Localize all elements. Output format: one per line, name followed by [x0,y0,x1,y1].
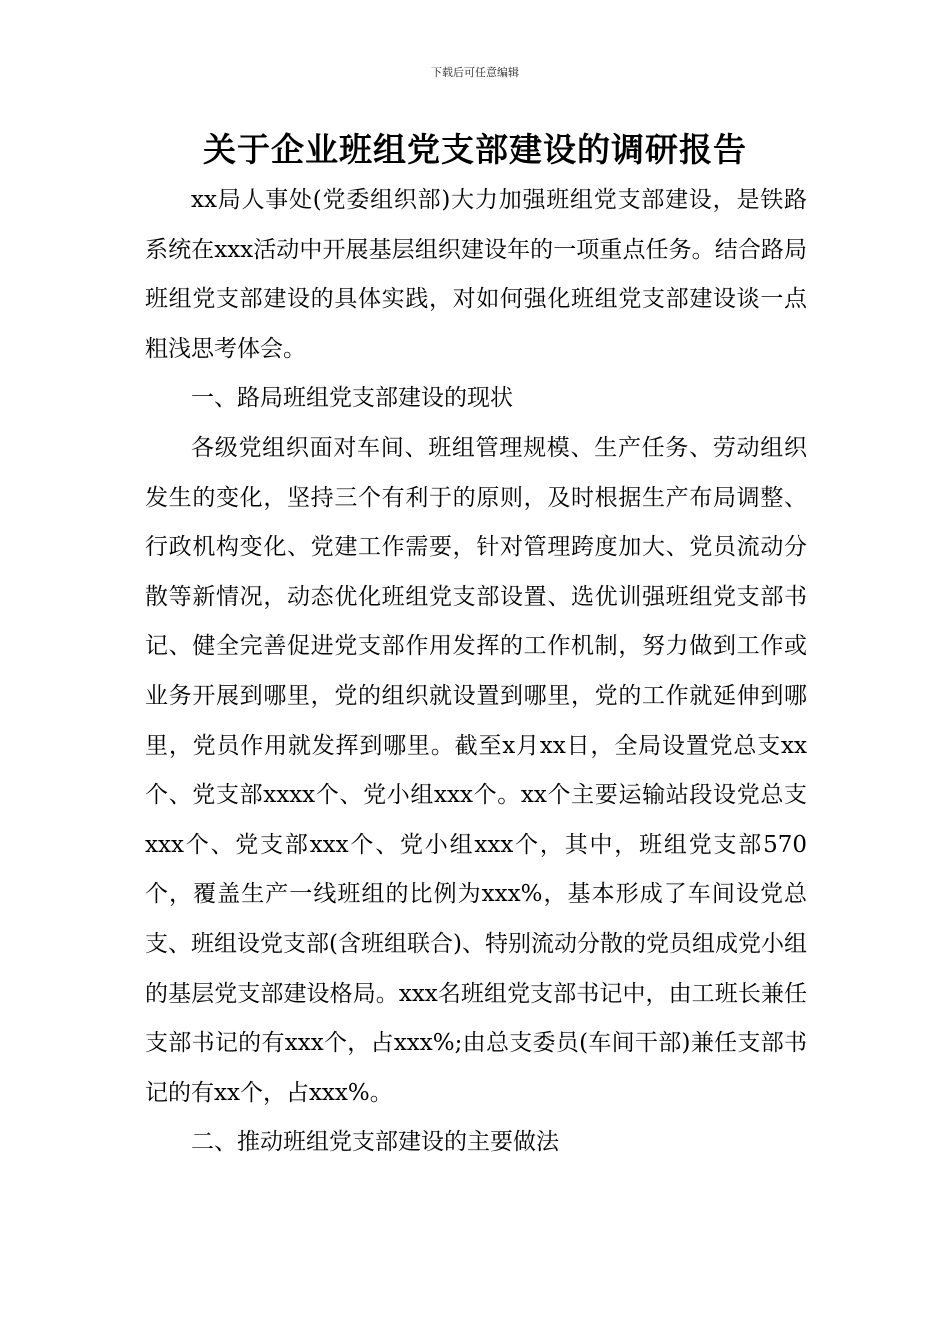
document-title: 关于企业班组党支部建设的调研报告 [203,130,747,169]
header-note: 下载后可任意编辑 [431,66,519,79]
paragraph-status: 各级党组织面对车间、班组管理规模、生产任务、劳动组织发生的变化，坚持三个有利于的原则，及时根据生产布局调整、行政机构变化、党建工作需要，针对管理跨度加大、党员流动分散等新情况，动态优化班组党支部设置、选优训强班组党支部书记、健全完善促进党支部作用发挥的工作机制，努力做到工作或业务开展到哪里，党的组织就设置到哪里，党的工作就延伸到哪里，党员作用就发挥到哪里。截至x月xx日，全局设置党总支xx个、党支部xxxx个、党小组xxx个。xx个主要运输站段设党总支xxx个、党支部xxx个、党小组xxx个，其中，班组党支部570个，覆盖生产一线班组的比例为xxx%，基本形成了车间设党总支、班组设党支部(含班组联合)、特别流动分散的党员组成党小组的基层党支部建设格局。xxx名班组党支部书记中，由工班长兼任支部书记的有xxx个，占xxx%;由总支委员(车间干部)兼任支部书记的有xx个，占xxx%。 [145,434,807,1106]
section-heading-1: 一、路局班组党支部建设的现状 [191,385,513,412]
paragraph-intro: xx局人事处(党委组织部)大力加强班组党支部建设，是铁路系统在xxx活动中开展基层组织建设年的一项重点任务。结合路局班组党支部建设的具体实践，对如何强化班组党支部建设谈一点粗浅思考体会。 [145,187,807,362]
document-body [145,176,807,1168]
section-heading-2: 二、推动班组党支部建设的主要做法 [191,1129,559,1156]
